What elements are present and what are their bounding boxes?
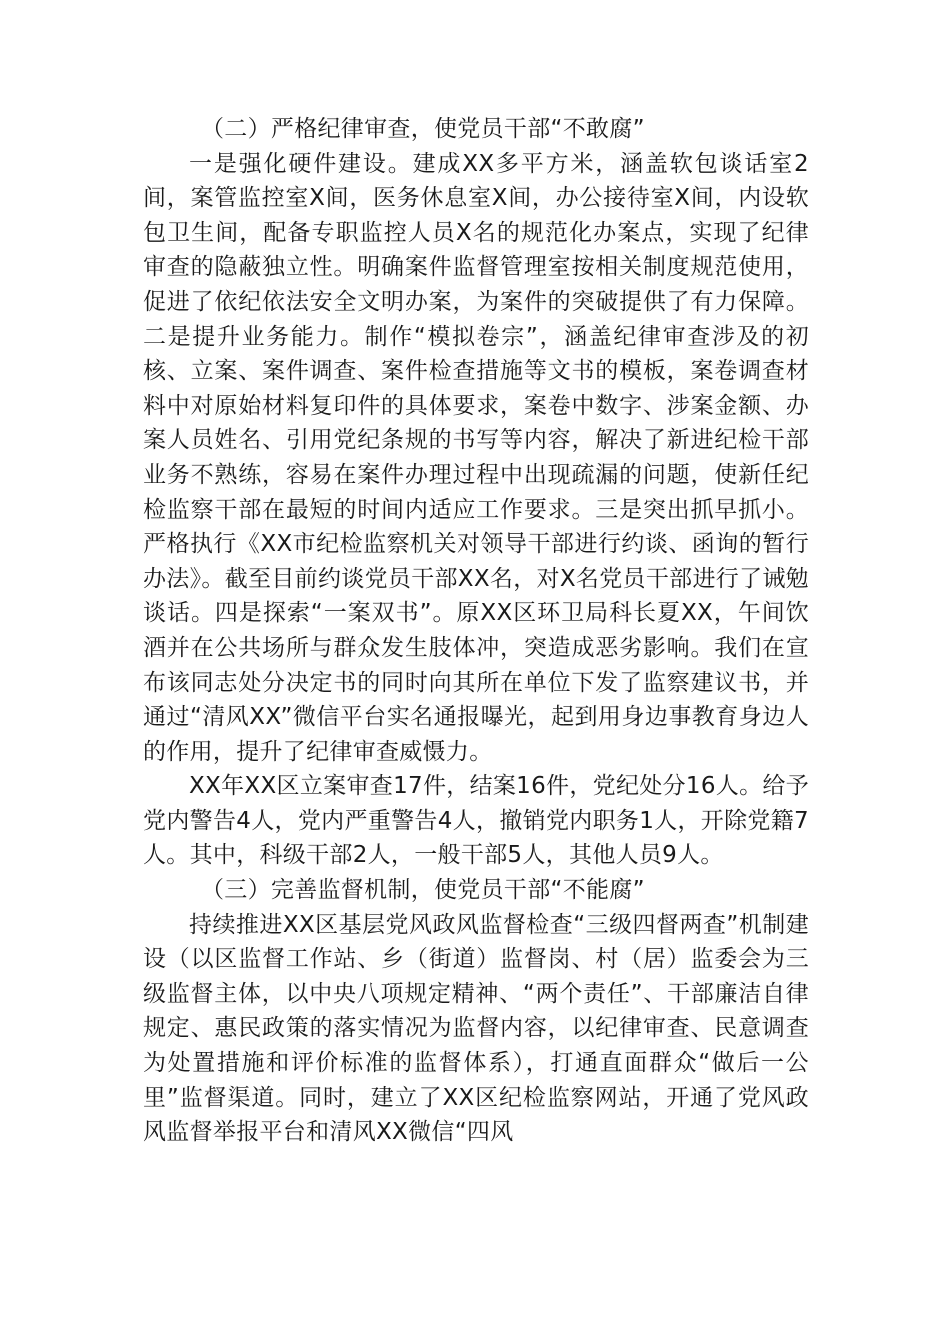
body-paragraph: 一是强化硬件建设。建成XX多平方米，涵盖软包谈话室2间，案管监控室X间，医务休息室X间，办公接待室X间，内设软包卫生间，配备专职监控人员X名的规范化办案点，实现了纪律审查的隐蔽独立性。明确案件监督管理室按相关制度规范使用，促进了依纪依法安全文明办案，为案件的突破提供了有力保障。二是提升业务能力。制作“模拟卷宗”，涵盖纪律审查涉及的初核、立案、案件调查、案件检查措施等文书的模板，案卷调查材料中对原始材料复印件的具体要求，案卷中数字、涉案金额、办案人员姓名、引用党纪条规的书写等内容，解决了新进纪检干部业务不熟练，容易在案件办理过程中出现疏漏的问题，使新任纪检监察干部在最短的时间内适应工作要求。三是突出抓早抓小。严格执行《XX市纪检监察机关对领导干部进行约谈、函询的暂行办法》。截至目前约谈党员干部XX名，对X名党员干部进行了诫勉谈话。四是探索“一案双书”。原XX区环卫局科长夏XX，午间饮酒并在公共场所与群众发生肢体冲，突造成恶劣影响。我们在宣布该同志处分决定书的同时向其所在单位下发了监察建议书，并通过“清风XX”微信平台实名通报曝光，起到用身边事教育身边人的作用，提升了纪律审查威慑力。 [143,150,809,765]
section-heading-3: （三）完善监督机制，使党员干部“不能腐” [201,877,645,904]
body-paragraph: XX年XX区立案审查17件，结案16件，党纪处分16人。给予党内警告4人，党内严重警告4人，撤销党内职务1人，开除党籍7人。其中，科级干部2人，一般干部5人，其他人员9人。 [143,773,809,869]
section-heading-2: （二）严格纪律审查，使党员干部“不敢腐” [201,116,645,142]
body-paragraph: 持续推进XX区基层党风政风监督检查“三级四督两查”机制建设（以区监督工作站、乡（街道）监督岗、村（居）监委会为三级监督主体，以中央八项规定精神、“两个责任”、干部廉洁自律规定、惠民政策的落实情况为监督内容，以纪律审查、民意调查为处置措施和评价标准的监督体系），打通直面群众“做后一公里”监督渠道。同时，建立了XX区纪检监察网站，开通了党风政风监督举报平台和清风XX微信“四风 [143,911,809,1146]
document-body [143,112,809,1150]
